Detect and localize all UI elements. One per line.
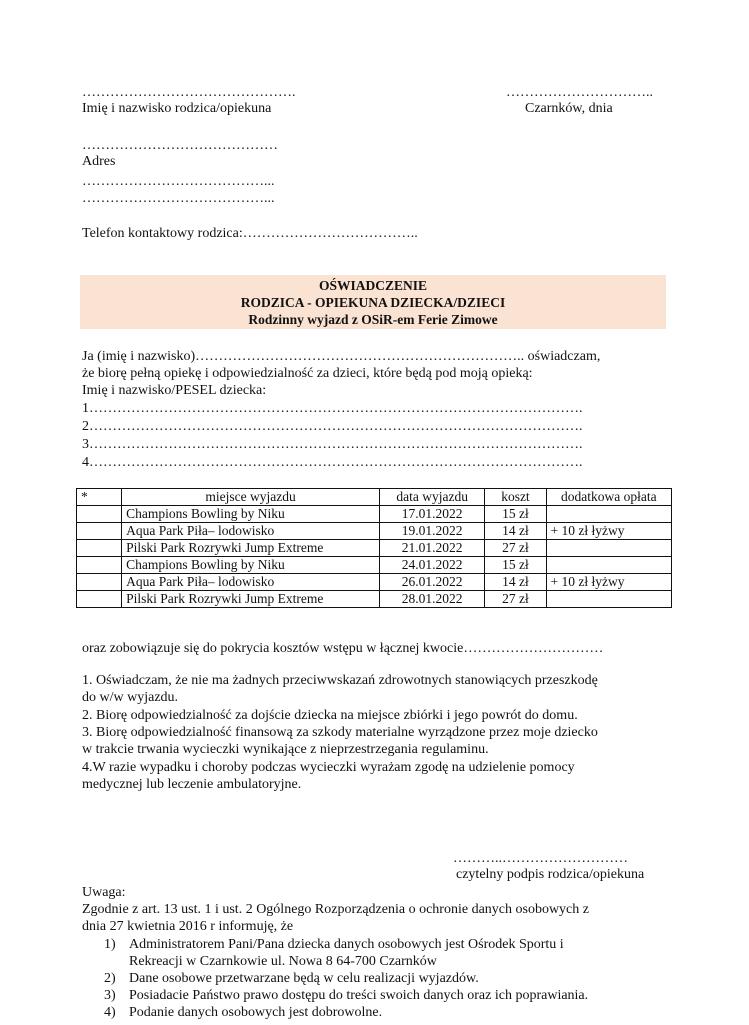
place-cell: Aqua Park Piła– lodowisko [122,523,380,540]
table-row [77,591,672,608]
cost-cell: 15 zł [485,506,546,523]
child-list-label: Imię i nazwisko/PESEL dziecka: [82,383,267,398]
date-cell: 24.01.2022 [380,557,485,574]
phone-field[interactable]: Telefon kontaktowy rodzica:……………………………….. [82,226,418,241]
cost-cell: 14 zł [485,574,546,591]
select-cell[interactable] [77,574,122,591]
notice-intro-line-1: Zgodnie z art. 13 ust. 1 i ust. 2 Ogólnego Rozporządzenia o ochronie danych osobowych z [82,902,589,917]
statement-4-line-2: medycznej lub leczenie ambulatoryjne. [82,777,302,792]
declaration-line-2: że biorę pełną opiekę i odpowiedzialność za dzieci, które będą pod moją opieką: [82,366,533,381]
date-field[interactable]: ………………………….. [506,85,653,100]
select-cell[interactable] [77,506,122,523]
list-item-number: 4) [104,1005,116,1020]
date-cell: 17.01.2022 [380,506,485,523]
address-field-line-2[interactable]: …………………………………... [82,174,275,189]
declaration-title-box [80,275,666,329]
extra-fee-cell [546,557,671,574]
date-cell: 28.01.2022 [380,591,485,608]
place-cell: Pilski Park Rozrywki Jump Extreme [122,540,380,557]
header-extra-fee: dodatkowa opłata [546,489,671,506]
notice-heading: Uwaga: [82,885,126,900]
list-item-number: 3) [104,988,116,1003]
statement-3-line-2: w trakcie trwania wycieczki wynikające z nieprzestrzegania regulaminu. [82,742,489,757]
select-cell[interactable] [77,557,122,574]
title-line-3: Rodzinny wyjazd z OSiR-em Ferie Zimowe [248,312,498,327]
list-item-text: Dane osobowe przetwarzane będą w celu realizacji wyjazdów. [129,971,479,986]
statement-1-line-1: 1. Oświadczam, że nie ma żadnych przeciwwskazań zdrowotnych stanowiących przeszkodę [82,673,598,688]
child-field-4[interactable]: 4……………………………………………………………………………………………. [82,455,583,470]
signature-label: czytelny podpis rodzica/opiekuna [456,867,645,882]
child-field-1[interactable]: 1……………………………………………………………………………………………. [82,401,583,416]
list-item [82,1004,682,1021]
statement-2: 2. Biorę odpowiedzialność za dojście dziecka na miejsce zbiórki i jego powrót do domu. [82,708,578,723]
date-label: Czarnków, dnia [525,101,613,116]
notice-intro-line-2: dnia 27 kwietnia 2016 r informuję, że [82,919,294,934]
cost-cell: 14 zł [485,523,546,540]
place-cell: Champions Bowling by Niku [122,557,380,574]
select-cell[interactable] [77,540,122,557]
parent-name-field[interactable]: ………………………………………. [82,85,296,100]
trips-table [76,488,672,608]
list-item [82,936,682,970]
gdpr-list [82,936,682,1021]
select-cell[interactable] [77,523,122,540]
extra-fee-cell [546,540,671,557]
date-cell: 21.01.2022 [380,540,485,557]
title-line-2: RODZICA - OPIEKUNA DZIECKA/DZIECI [240,295,506,310]
total-cost-field[interactable]: oraz zobowiązuje się do pokrycia kosztów wstępu w łącznej kwocie………………………… [82,641,604,656]
list-item-number: 2) [104,971,116,986]
list-item [82,987,682,1004]
table-row [77,557,672,574]
header-place: miejsce wyjazdu [122,489,380,506]
table-row [77,574,672,591]
list-item-text: Posiadacie Państwo prawo dostępu do treści swoich danych oraz ich poprawiania. [129,988,589,1003]
child-field-3[interactable]: 3……………………………………………………………………………………………. [82,437,583,452]
extra-fee-cell [546,591,671,608]
date-cell: 26.01.2022 [380,574,485,591]
header-select: * [77,489,122,506]
table-row [77,506,672,523]
table-row [77,540,672,557]
extra-fee-cell: + 10 zł łyżwy [546,574,671,591]
list-item-text: Podanie danych osobowych jest dobrowolne. [129,1005,383,1020]
select-cell[interactable] [77,591,122,608]
place-cell: Pilski Park Rozrywki Jump Extreme [122,591,380,608]
cost-cell: 15 zł [485,557,546,574]
header-date: data wyjazdu [380,489,485,506]
header-cost: koszt [485,489,546,506]
list-item-text: Administratorem Pani/Pana dziecka danych osobowych jest Ośrodek Sportu i [129,937,564,952]
statement-1-line-2: do w/w wyjazdu. [82,690,179,705]
list-item [82,970,682,987]
title-line-1: OŚWIADCZENIE [318,278,428,293]
address-field-line-3[interactable]: …………………………………... [82,191,275,206]
child-field-2[interactable]: 2……………………………………………………………………………………………. [82,419,583,434]
extra-fee-cell [546,506,671,523]
address-field-line-1[interactable]: …………………………………… [82,138,278,153]
list-item-number: 1) [104,937,116,952]
list-item-text-cont: Rekreacji w Czarnkowie ul. Nowa 8 64-700 Czarnków [129,954,437,969]
statement-3-line-1: 3. Biorę odpowiedzialność finansową za szkody materialne wyrządzone przez moje dziecko [82,725,598,740]
parent-name-label: Imię i nazwisko rodzica/opiekuna [82,101,272,116]
cost-cell: 27 zł [485,591,546,608]
signature-field[interactable]: ………..……………………… [453,851,628,866]
cost-cell: 27 zł [485,540,546,557]
table-header-row [77,489,672,506]
extra-fee-cell: + 10 zł łyżwy [546,523,671,540]
statement-4-line-1: 4.W razie wypadku i choroby podczas wycieczki wyrażam zgodę na udzielenie pomocy [82,760,575,775]
table-row [77,523,672,540]
date-cell: 19.01.2022 [380,523,485,540]
address-label: Adres [82,154,116,169]
declaration-line-1[interactable]: Ja (imię i nazwisko)…………………………………………………………….. oświadczam, [82,349,601,364]
place-cell: Champions Bowling by Niku [122,506,380,523]
place-cell: Aqua Park Piła– lodowisko [122,574,380,591]
